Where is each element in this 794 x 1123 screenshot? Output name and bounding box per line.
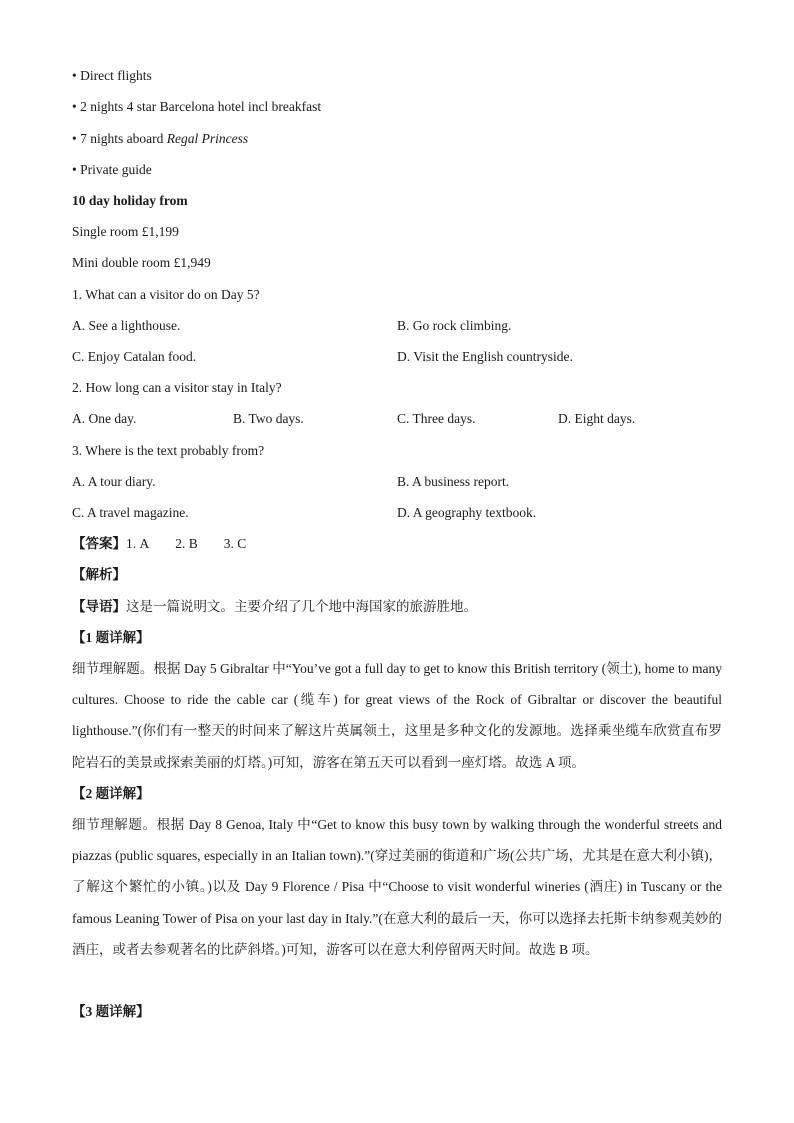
answer-line [72,535,246,553]
question-2-option-a: A. One day. [72,411,137,426]
answer-item-2: 2. B [175,536,198,551]
feature-cruise-text: • 7 nights aboard [72,131,167,146]
price-double: Mini double room £1,949 [72,255,211,270]
question-1-option-a: A. See a lighthouse. [72,318,181,333]
question-3-option-d: D. A geography textbook. [397,505,537,520]
holiday-heading: 10 day holiday from [72,193,188,208]
answer-label: 【答案】 [72,536,126,551]
question-3-option-a: A. A tour diary. [72,474,156,489]
detail-1-label: 【1 题详解】 [72,630,150,645]
feature-direct-flights: • Direct flights [72,68,152,83]
intro-label: 【导语】 [72,599,126,614]
detail-2-text: 细节理解题。根据 Day 8 Genoa, Italy 中“Get to know this busy town by walking through the wonderful streets and piazzas (public squares, especially in an Italian town).”(穿过美丽的街道和广场(公共广场，尤其是在意大利小镇)，了解这个繁忙的小镇。)以及 Day 9 Florence / Pisa 中“Choose to visit wonderful wineries (酒庄) in Tuscany or the famous Leaning Tower of Pisa on your last day in Italy.”(在意大利的最后一天，你可以选择去托斯卡纳参观美妙的酒庄，或者去参观著名的比萨斜塔。)可知，游客可以在意大利停留两天时间。故选 B 项。 [72,817,722,957]
feature-cruise [72,130,248,148]
ship-name: Regal Princess [166,131,249,146]
question-3-stem: 3. Where is the text probably from? [72,443,265,458]
question-1-option-d: D. Visit the English countryside. [397,349,573,364]
intro-line [72,598,477,616]
question-3-option-b: B. A business report. [397,474,510,489]
feature-guide: • Private guide [72,162,152,177]
answer-item-1: 1. A [126,536,150,551]
question-2-option-d: D. Eight days. [558,411,636,426]
question-1-stem: 1. What can a visitor do on Day 5? [72,287,260,302]
feature-hotel: • 2 nights 4 star Barcelona hotel incl breakfast [72,99,322,114]
answer-item-3: 3. C [223,536,247,551]
price-single: Single room £1,199 [72,224,179,239]
analysis-label: 【解析】 [72,567,126,582]
question-2-option-c: C. Three days. [397,411,476,426]
question-3-option-c: C. A travel magazine. [72,505,189,520]
question-1-option-c: C. Enjoy Catalan food. [72,349,197,364]
question-2-stem: 2. How long can a visitor stay in Italy? [72,380,282,395]
detail-3-label: 【3 题详解】 [72,1004,150,1019]
question-2-option-b: B. Two days. [233,411,304,426]
question-1-option-b: B. Go rock climbing. [397,318,512,333]
detail-2-label: 【2 题详解】 [72,786,150,801]
intro-text: 这是一篇说明文。主要介绍了几个地中海国家的旅游胜地。 [126,599,477,614]
detail-1-text: 细节理解题。根据 Day 5 Gibraltar 中“You’ve got a full day to get to know this British territory (领土), home to many cultures. Choose to ride the cable car (缆车) for great views of the Rock of Gibraltar or discover the beautiful lighthouse.”(你们有一整天的时间来了解这片英属领土，这里是多种文化的发源地。选择乘坐缆车欣赏直布罗陀岩石的美景或探索美丽的灯塔。)可知，游客在第五天可以看到一座灯塔。故选 A 项。 [72,661,722,770]
